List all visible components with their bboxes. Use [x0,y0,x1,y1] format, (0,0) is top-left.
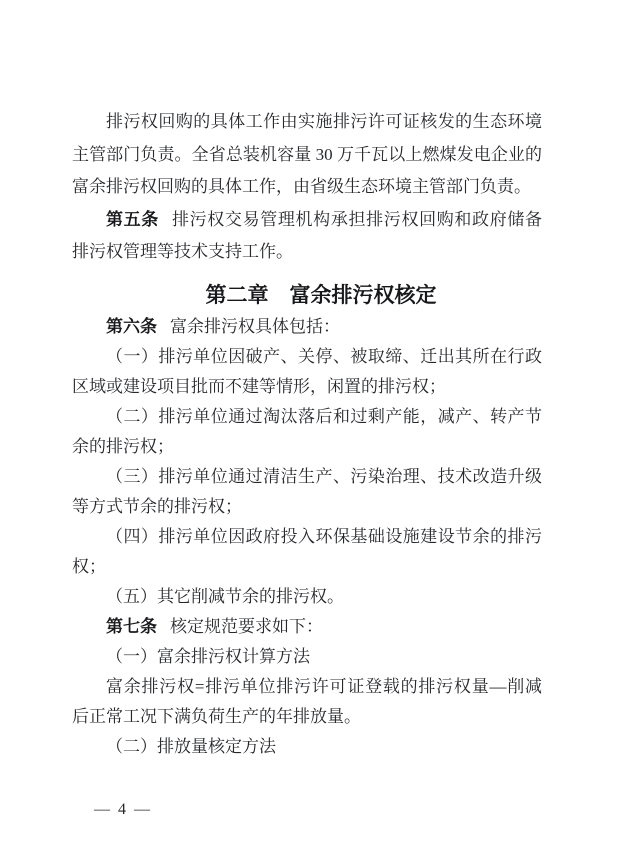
text-line: 第五条 排污权交易管理机构承担排污权回购和政府储备 [106,209,542,229]
paragraph-block-2 [72,312,542,762]
text-line: （二）排放量核定方法 [106,736,276,756]
text-line: 余的排污权； [72,436,174,456]
text-line: 权； [72,556,106,576]
text-line: 主管部门负责。全省总装机容量 30 万千瓦以上燃煤发电企业的 [72,144,542,164]
paragraph-block-1 [72,106,542,269]
text-line: 富余排污权=排污单位排污许可证登载的排污权量—削减 [106,676,542,696]
text-line: （三）排污单位通过清洁生产、污染治理、技术改造升级 [106,466,542,486]
article-number: 第五条 [106,209,159,229]
page-body-text [72,106,542,762]
page-number: — 4 — [94,801,152,818]
text-line: （五）其它削减节余的排污权。 [106,586,344,606]
text-line: 后正常工况下满负荷生产的年排放量。 [72,706,361,726]
text-line: 第七条 核定规范要求如下： [106,616,323,636]
chapter-heading: 第二章 富余排污权核定 [205,282,437,307]
article-number: 第六条 [106,316,157,336]
text-line: 第六条 富余排污权具体包括： [106,316,340,336]
text-line: 等方式节余的排污权； [72,496,242,516]
article-number: 第七条 [106,616,157,636]
text-line: （二）排污单位通过淘汰落后和过剩产能，减产、转产节 [106,406,542,426]
text-line: 排污权回购的具体工作由实施排污许可证核发的生态环境 [106,112,542,131]
text-line: （一）富余排污权计算方法 [106,646,310,666]
text-line: （四）排污单位因政府投入环保基础设施建设节余的排污 [106,526,542,546]
text-line: 排污权管理等技术支持工作。 [72,242,293,261]
text-line: （一）排污单位因破产、关停、被取缔、迁出其所在行政 [106,346,542,366]
text-line: 区域或建设项目批而不建等情形，闲置的排污权； [72,376,446,396]
text-line: 富余排污权回购的具体工作，由省级生态环境主管部门负责。 [72,177,531,196]
